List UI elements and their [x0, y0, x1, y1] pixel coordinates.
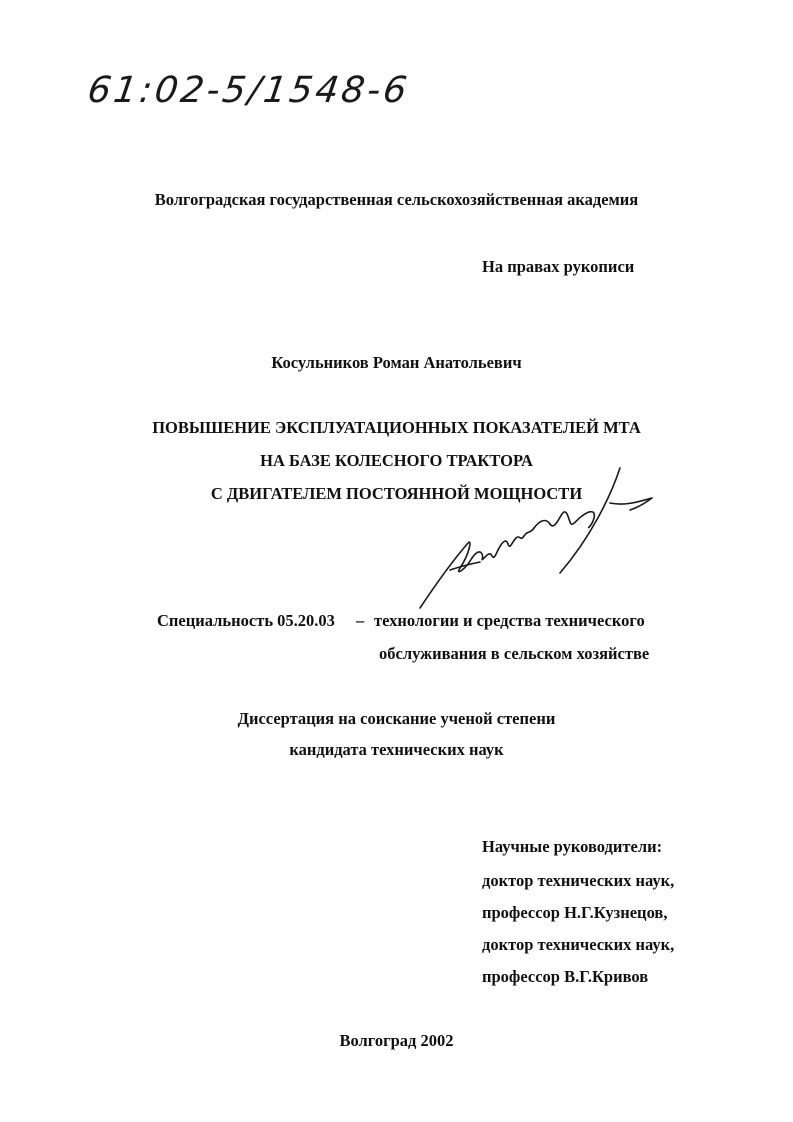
- title-line-3: С ДВИГАТЕЛЕМ ПОСТОЯННОЙ МОЩНОСТИ: [210, 484, 583, 503]
- signature-image: [410, 458, 670, 618]
- author-name: Косульников Роман Анатольевич: [271, 353, 522, 372]
- advisor-line-3: доктор технических наук,: [482, 935, 675, 954]
- specialty-line-2: обслуживания в сельском хозяйстве: [379, 644, 650, 663]
- institution-name: Волгоградская государственная сельскохозяйственная академия: [154, 190, 639, 209]
- specialty-label: Специальность 05.20.03: [157, 611, 335, 630]
- title-line-2: НА БАЗЕ КОЛЕСНОГО ТРАКТОРА: [260, 451, 533, 470]
- advisor-line-1: доктор технических наук,: [482, 871, 675, 890]
- specialty-line-1: технологии и средства технического: [374, 611, 645, 630]
- specialty-dash: –: [356, 611, 365, 630]
- advisors-heading: Научные руководители:: [482, 837, 663, 856]
- advisor-line-4: профессор В.Г.Кривов: [482, 967, 649, 986]
- dissertation-line-2: кандидата технических наук: [289, 740, 504, 759]
- dissertation-line-1: Диссертация на соискание ученой степени: [237, 709, 556, 728]
- advisor-line-2: профессор Н.Г.Кузнецов,: [482, 903, 668, 922]
- place-year: Волгоград 2002: [339, 1031, 454, 1050]
- archive-number: 61:02-5/1548-6: [85, 70, 413, 111]
- manuscript-note: На правах рукописи: [482, 257, 635, 276]
- title-line-1: ПОВЫШЕНИЕ ЭКСПЛУАТАЦИОННЫХ ПОКАЗАТЕЛЕЙ МТА: [152, 418, 641, 437]
